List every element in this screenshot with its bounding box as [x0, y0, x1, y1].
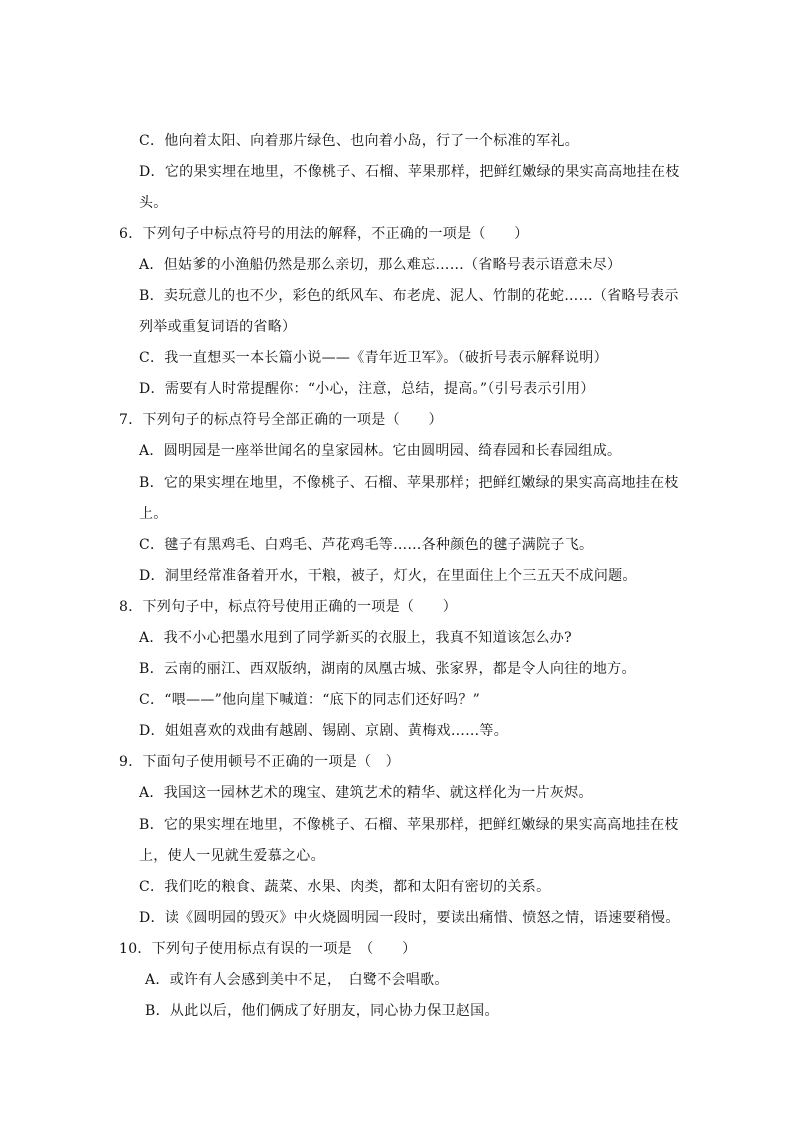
- q9-option-b: B．它的果实埋在地里，不像桃子、石榴、苹果那样，把鲜红嫩绿的果实高高地挂在枝: [139, 817, 679, 833]
- q6-option-c: C．我一直想买一本长篇小说——《青年近卫军》。（破折号表示解释说明）: [139, 350, 608, 366]
- q6-option-b: B．卖玩意儿的也不少，彩色的纸风车、布老虎、泥人、竹制的花蛇……（省略号表示: [139, 288, 679, 304]
- q7-option-b-continued: 上。: [139, 506, 168, 522]
- q7-option-c: C．毽子有黑鸡毛、白鸡毛、芦花鸡毛等……各种颜色的毽子满院子飞。: [139, 537, 594, 553]
- q8-option-d: D．姐姐喜欢的戏曲有越剧、锡剧、京剧、黄梅戏……等。: [139, 723, 509, 739]
- q9-option-c: C．我们吃的粮食、蔬菜、水果、肉类，都和太阳有密切的关系。: [139, 879, 551, 895]
- question-7: 7．下列句子的标点符号全部正确的一项是（ ）: [119, 412, 443, 428]
- q10-option-b: B．从此以后，他们俩成了好朋友，同心协力保卫赵国。: [145, 1003, 499, 1019]
- q5-option-d-continued: 头。: [139, 195, 168, 211]
- q8-option-a: A．我不小心把墨水甩到了同学新买的衣服上，我真不知道该怎么办?: [139, 630, 572, 646]
- q7-option-b: B．它的果实埋在地里，不像桃子、石榴、苹果那样；把鲜红嫩绿的果实高高地挂在枝: [139, 475, 679, 491]
- q6-option-b-continued: 列举或重复词语的省略）: [139, 319, 297, 335]
- q5-option-d: D．它的果实埋在地里，不像桃子、石榴、苹果那样，把鲜红嫩绿的果实高高地挂在枝: [139, 164, 680, 180]
- q9-option-a: A．我国这一园林艺术的瑰宝、建筑艺术的精华、就这样化为一片灰烬。: [139, 785, 593, 801]
- q5-option-c: C．他向着太阳、向着那片绿色、也向着小岛，行了一个标准的军礼。: [139, 133, 580, 149]
- question-10: 10．下列句子使用标点有误的一项是 （ ）: [119, 941, 417, 957]
- question-8: 8．下列句子中，标点符号使用正确的一项是（ ）: [119, 599, 458, 615]
- q6-option-d: D．需要有人时常提醒你：“小心，注意，总结，提高。”（引号表示引用）: [139, 381, 595, 397]
- question-9: 9．下面句子使用顿号不正确的一项是（ ）: [119, 754, 400, 770]
- q9-option-d: D．读《圆明园的毁灭》中火烧圆明园一段时，要读出痛惜、愤怒之情，语速要稍慢。: [139, 910, 680, 926]
- q8-option-c: C．“喂——”他向崖下喊道：“底下的同志们还好吗？”: [139, 692, 481, 708]
- q7-option-a: A．圆明园是一座举世闻名的皇家园林。它由圆明园、绮春园和长春园组成。: [139, 443, 622, 459]
- q10-option-a: A．或许有人会感到美中不足， 白鹭不会唱歌。: [145, 972, 449, 988]
- q8-option-b: B．云南的丽江、西双版纳，湖南的凤凰古城、张家界，都是令人向往的地方。: [139, 661, 636, 677]
- q9-option-b-continued: 上，使人一见就生爱慕之心。: [139, 848, 325, 864]
- question-6: 6．下列句子中标点符号的用法的解释，不正确的一项是（ ）: [119, 226, 529, 242]
- q6-option-a: A．但姑爹的小渔船仍然是那么亲切，那么难忘……（省略号表示语意未尽）: [139, 257, 622, 273]
- q7-option-d: D．洞里经常准备着开水，干粮，被子，灯火，在里面住上个三五天不成问题。: [139, 568, 637, 584]
